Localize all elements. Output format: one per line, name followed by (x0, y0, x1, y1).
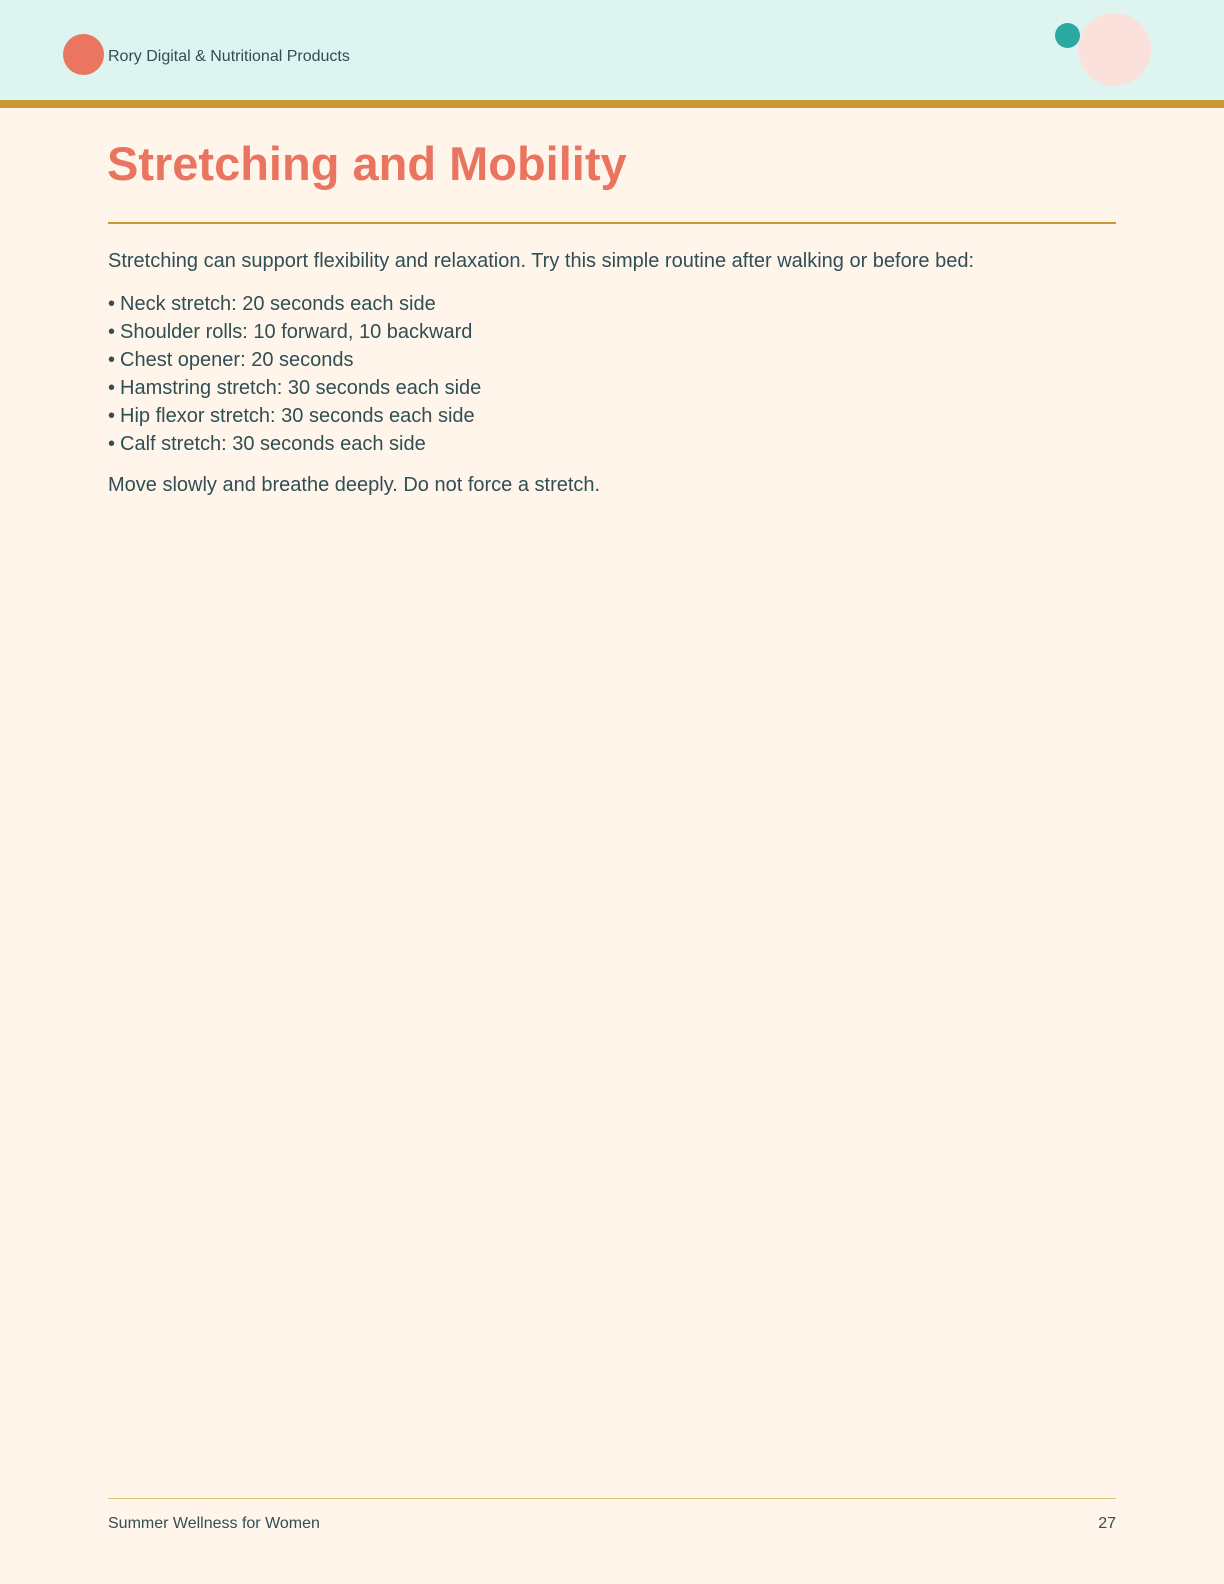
bullet-glyph: • (108, 321, 116, 343)
page-title: Stretching and Mobility (107, 137, 627, 190)
stretch-routine-list (108, 290, 481, 458)
footer-title: Summer Wellness for Women (108, 1515, 320, 1532)
bullet-glyph: • (108, 349, 116, 371)
decorative-circle-large (1078, 13, 1151, 86)
list-item (108, 318, 481, 346)
bullet-glyph: • (108, 405, 116, 427)
bullet-glyph: • (108, 433, 116, 455)
list-item-text: Hip flexor stretch: 30 seconds each side (120, 405, 475, 427)
intro-paragraph: Stretching can support flexibility and relaxation. Try this simple routine after walking or before bed: (108, 250, 974, 272)
list-item-text: Chest opener: 20 seconds (120, 349, 354, 371)
page-header (0, 0, 1224, 100)
brand-logo-dot (63, 34, 104, 75)
brand-name: Rory Digital & Nutritional Products (108, 48, 350, 65)
footer-divider (108, 1498, 1116, 1499)
list-item (108, 402, 481, 430)
bullet-glyph: • (108, 377, 116, 399)
list-item (108, 346, 481, 374)
list-item-text: Neck stretch: 20 seconds each side (120, 293, 436, 315)
list-item-text: Hamstring stretch: 30 seconds each side (120, 377, 482, 399)
list-item-text: Shoulder rolls: 10 forward, 10 backward (120, 321, 473, 343)
list-item (108, 430, 481, 458)
list-item (108, 290, 481, 318)
page-number: 27 (1098, 1515, 1116, 1532)
bullet-glyph: • (108, 293, 116, 315)
list-item-text: Calf stretch: 30 seconds each side (120, 433, 426, 455)
closing-paragraph: Move slowly and breathe deeply. Do not force a stretch. (108, 474, 601, 496)
list-item (108, 374, 481, 402)
decorative-circle-small (1055, 23, 1080, 48)
header-divider (0, 100, 1224, 108)
title-divider (108, 222, 1116, 224)
